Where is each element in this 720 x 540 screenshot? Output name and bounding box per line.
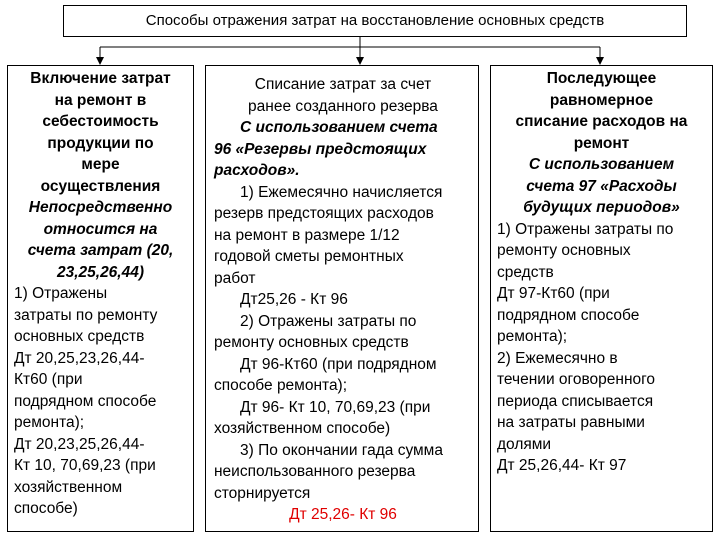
text-line: Включение затрат xyxy=(30,70,171,87)
text-line: ремонта); xyxy=(14,414,85,431)
text-line: 3) По окончании гада сумма xyxy=(240,441,443,459)
text-line: работ xyxy=(214,269,256,287)
method-subtitle xyxy=(14,197,187,283)
arrow-down-icon xyxy=(356,57,364,65)
method-box-reserve xyxy=(205,65,479,532)
text-line: способе) xyxy=(14,500,78,517)
text-line: способе ремонта); xyxy=(214,377,348,394)
method-body xyxy=(214,182,472,505)
reversal-entry: Дт 25,26- Кт 96 xyxy=(289,506,397,523)
text-line: ремонт xyxy=(573,134,630,152)
text-line: подрядном способе xyxy=(497,306,640,324)
text-line: Последующее xyxy=(546,70,657,87)
text-line: периода списывается xyxy=(497,392,654,410)
text-line: списание расходов на xyxy=(515,113,688,130)
text-line: осуществления xyxy=(40,177,161,195)
text-line: Кт60 (при xyxy=(14,371,83,388)
text-line: 2) Ежемесячно в xyxy=(497,349,618,367)
text-line: 2) Отражены затраты по xyxy=(240,312,417,330)
text-line: хозяйственном способе) xyxy=(214,420,391,437)
text-line: хозяйственном xyxy=(14,478,123,496)
method-title xyxy=(214,74,472,117)
text-line: Дт 25,26,44- Кт 97 xyxy=(497,457,627,474)
text-line: долями xyxy=(497,435,552,453)
text-line: сторнируется xyxy=(214,484,311,502)
diagram-title-box xyxy=(63,5,687,37)
text-line: относится на xyxy=(43,220,158,238)
text-line: 1) Ежемесячно начисляется xyxy=(240,183,443,201)
text-line: ремонту основных средств xyxy=(214,334,409,351)
text-line: затраты по ремонту xyxy=(14,306,158,324)
text-line: Дт 20,23,25,26,44- xyxy=(14,435,145,453)
text-line: Списание затрат за счет xyxy=(254,76,432,93)
text-line: годовой сметы ремонтных xyxy=(214,248,404,265)
text-line: ремонту основных xyxy=(497,242,631,259)
method-title xyxy=(14,68,187,197)
text-line: Дт 96- Кт 10, 70,69,23 (при xyxy=(240,398,431,416)
text-line: на ремонт в размере 1/12 xyxy=(214,226,400,244)
method-box-cost-inclusion xyxy=(7,65,194,532)
text-line: Дт 20,25,23,26,44- xyxy=(14,349,145,367)
text-line: на затраты равными xyxy=(497,414,645,431)
text-line: Дт 97-Кт60 (при xyxy=(497,285,610,302)
text-line: 23,25,26,44) xyxy=(56,263,145,281)
method-body xyxy=(14,283,187,520)
text-line: С использованием xyxy=(528,156,675,173)
text-line: средств xyxy=(497,263,554,281)
text-line: Кт 10, 70,69,23 (при xyxy=(14,457,156,474)
text-line: будущих периодов» xyxy=(523,199,680,216)
text-line: 96 «Резервы предстоящих xyxy=(214,140,427,158)
method-title xyxy=(497,68,706,154)
text-line: ранее созданного резерва xyxy=(248,97,438,115)
text-line: Дт25,26 - Кт 96 xyxy=(240,291,348,308)
text-line: подрядном способе xyxy=(14,392,157,410)
text-line: Дт 96-Кт60 (при подрядном xyxy=(240,355,437,373)
text-line: 1) Отражены xyxy=(14,285,108,302)
text-line: продукции по xyxy=(47,134,154,152)
text-line: течении оговоренного xyxy=(497,371,656,388)
text-line: ремонта); xyxy=(497,328,568,345)
method-subtitle xyxy=(214,117,472,182)
text-line: расходов». xyxy=(214,162,300,179)
text-line: на ремонт в xyxy=(54,91,147,109)
arrow-down-icon xyxy=(596,57,604,65)
arrow-down-icon xyxy=(96,57,104,65)
text-line: С использованием счета xyxy=(240,119,438,136)
text-line: мере xyxy=(81,156,120,173)
diagram-title: Способы отражения затрат на восстановление основных средств xyxy=(145,12,605,29)
text-line: неиспользованного резерва xyxy=(214,463,416,480)
text-line: Непосредственно xyxy=(28,199,173,216)
method-box-deferred xyxy=(490,65,713,532)
text-line: счета затрат (20, xyxy=(27,242,174,259)
text-line: резерв предстоящих расходов xyxy=(214,205,434,222)
method-subtitle xyxy=(497,154,706,219)
text-line: 1) Отражены затраты по xyxy=(497,220,674,238)
method-body xyxy=(497,219,706,477)
text-line: себестоимость xyxy=(42,113,159,130)
text-line: счета 97 «Расходы xyxy=(526,177,677,195)
text-line: основных средств xyxy=(14,328,145,345)
text-line: равномерное xyxy=(549,91,654,109)
